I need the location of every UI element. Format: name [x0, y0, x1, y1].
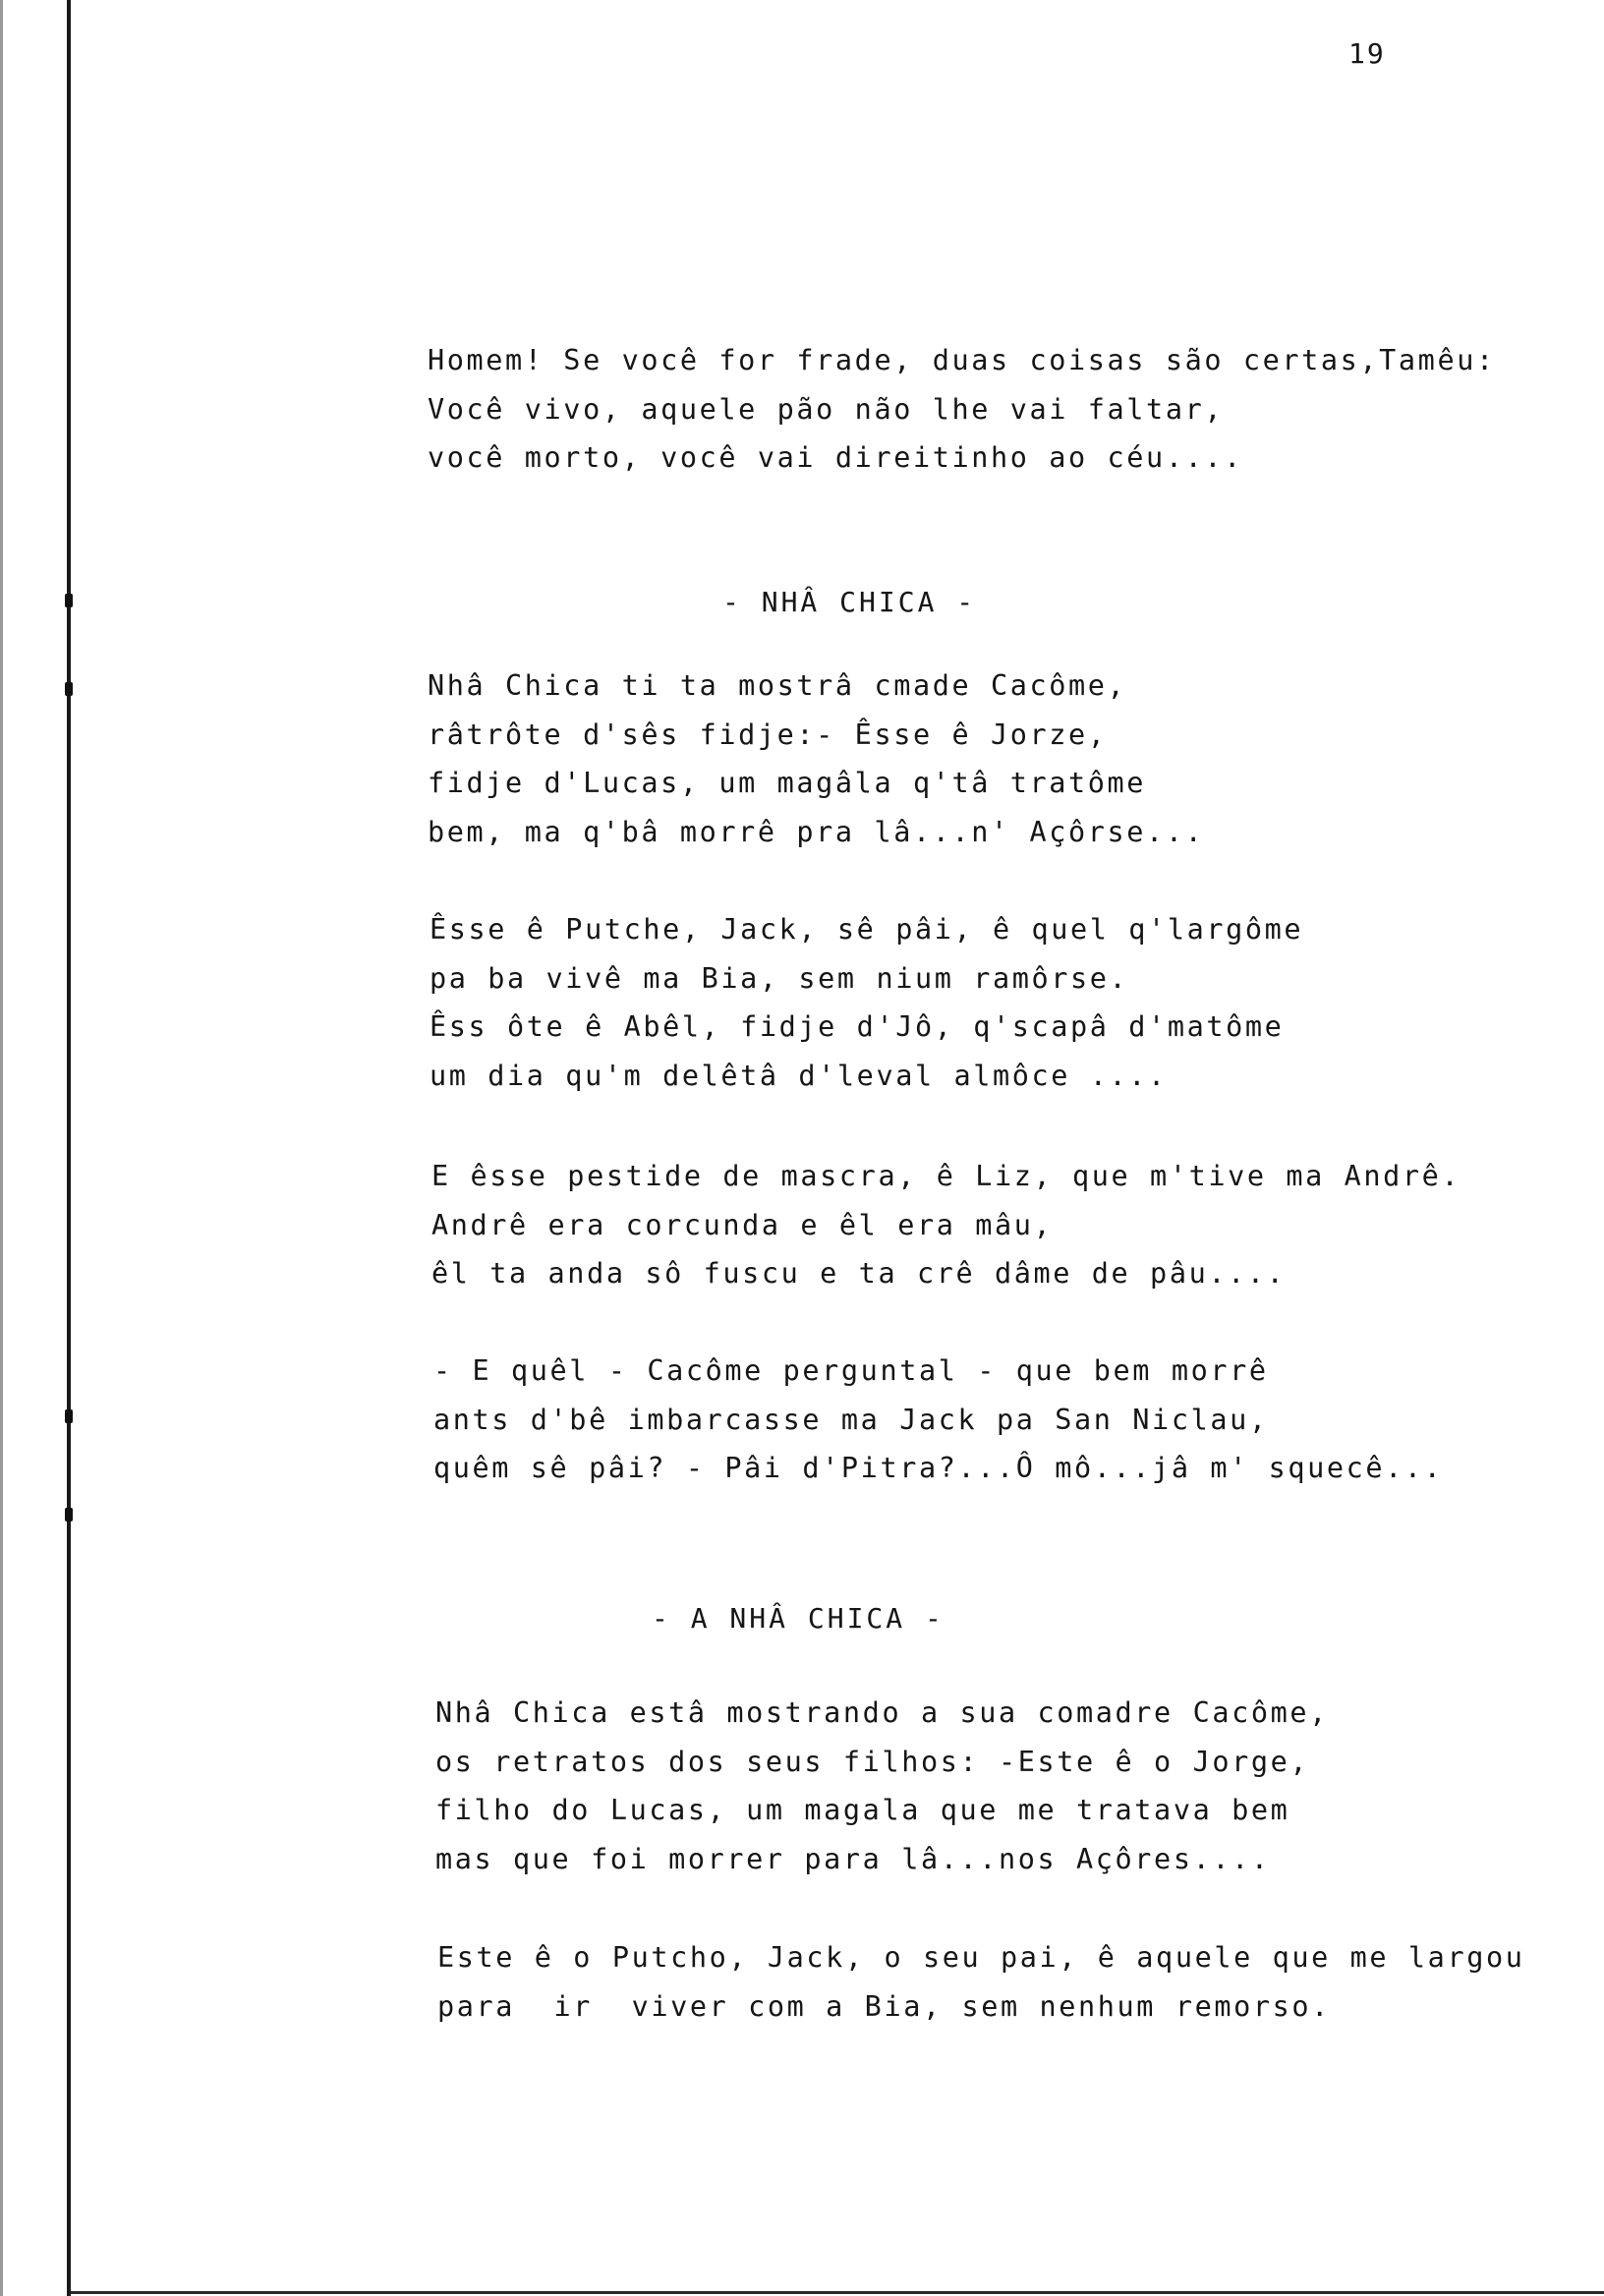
section-1-stanza-3: [431, 1152, 1461, 1298]
poem-line: Êss ôte ê Abêl, fidje d'Jô, q'scapâ d'matôme: [430, 1010, 1285, 1043]
opening-stanza: [428, 336, 1496, 483]
poem-line: êl ta anda sô fuscu e ta crê dâme de pâu....: [431, 1257, 1287, 1290]
section-heading-a-nha-chica: - A NHÂ CHICA -: [652, 1602, 945, 1635]
poem-line: um dia qu'm delêtâ d'leval almôce ....: [430, 1059, 1168, 1092]
poem-line: bem, ma q'bâ morrê pra lâ...n' Açôrse...: [428, 815, 1205, 848]
poem-line: Nhâ Chica estâ mostrando a sua comadre Cacôme,: [435, 1696, 1329, 1729]
section-1-stanza-2: [430, 905, 1303, 1100]
poem-line: Nhâ Chica ti ta mostrâ cmade Cacôme,: [428, 669, 1127, 702]
bottom-rule: [71, 2291, 1604, 2294]
poem-line: - E quêl - Cacôme perguntal - que bem morrê: [433, 1354, 1269, 1387]
section-heading-nha-chica: - NHÂ CHICA -: [722, 586, 977, 618]
section-2-stanza-1: [435, 1689, 1329, 1883]
poem-line: fidje d'Lucas, um magâla q'tâ tratôme: [428, 767, 1147, 799]
poem-line: Homem! Se você for frade, duas coisas são certas,Tamêu:: [428, 344, 1496, 376]
poem-line: os retratos dos seus filhos: -Este ê o Jorge,: [435, 1745, 1310, 1778]
left-margin-rule: [67, 0, 71, 2296]
poem-line: pa ba vivê ma Bia, sem nium ramôrse.: [430, 961, 1129, 995]
poem-line: E êsse pestide de mascra, ê Liz, que m'tive ma Andrê.: [431, 1160, 1461, 1192]
poem-line: para ir viver com a Bia, sem nenhum remorso.: [437, 1989, 1331, 2023]
margin-mark: [65, 682, 73, 696]
poem-line: râtrôte d'sês fidje:- Êsse ê Jorze,: [428, 718, 1108, 751]
poem-line: filho do Lucas, um magala que me tratava bem: [435, 1794, 1290, 1826]
poem-line: mas que foi morrer para lâ...nos Açôres....: [435, 1842, 1271, 1875]
margin-mark: [65, 1508, 73, 1521]
poem-line: quêm sê pâi? - Pâi d'Pitra?...Ô mô...jâ m' squecê...: [433, 1452, 1444, 1484]
page-number: 19: [1348, 37, 1386, 70]
section-2-stanza-2: [437, 1933, 1524, 2031]
section-1-stanza-1: [428, 661, 1204, 856]
margin-mark: [65, 1409, 73, 1423]
section-1-stanza-4: [433, 1347, 1443, 1493]
page-edge: [0, 0, 3, 2296]
poem-line: Este ê o Putcho, Jack, o seu pai, ê aquele que me largou: [437, 1941, 1525, 1974]
poem-line: ants d'bê imbarcasse ma Jack pa San Niclau,: [433, 1403, 1269, 1436]
poem-line: Você vivo, aquele pão não lhe vai faltar,: [428, 392, 1225, 426]
margin-mark: [65, 594, 73, 607]
poem-line: Andrê era corcunda e êl era mâu,: [431, 1208, 1054, 1241]
poem-line: Êsse ê Putche, Jack, sê pâi, ê quel q'largôme: [430, 913, 1304, 946]
poem-line: você morto, você vai direitinho ao céu....: [428, 441, 1243, 474]
